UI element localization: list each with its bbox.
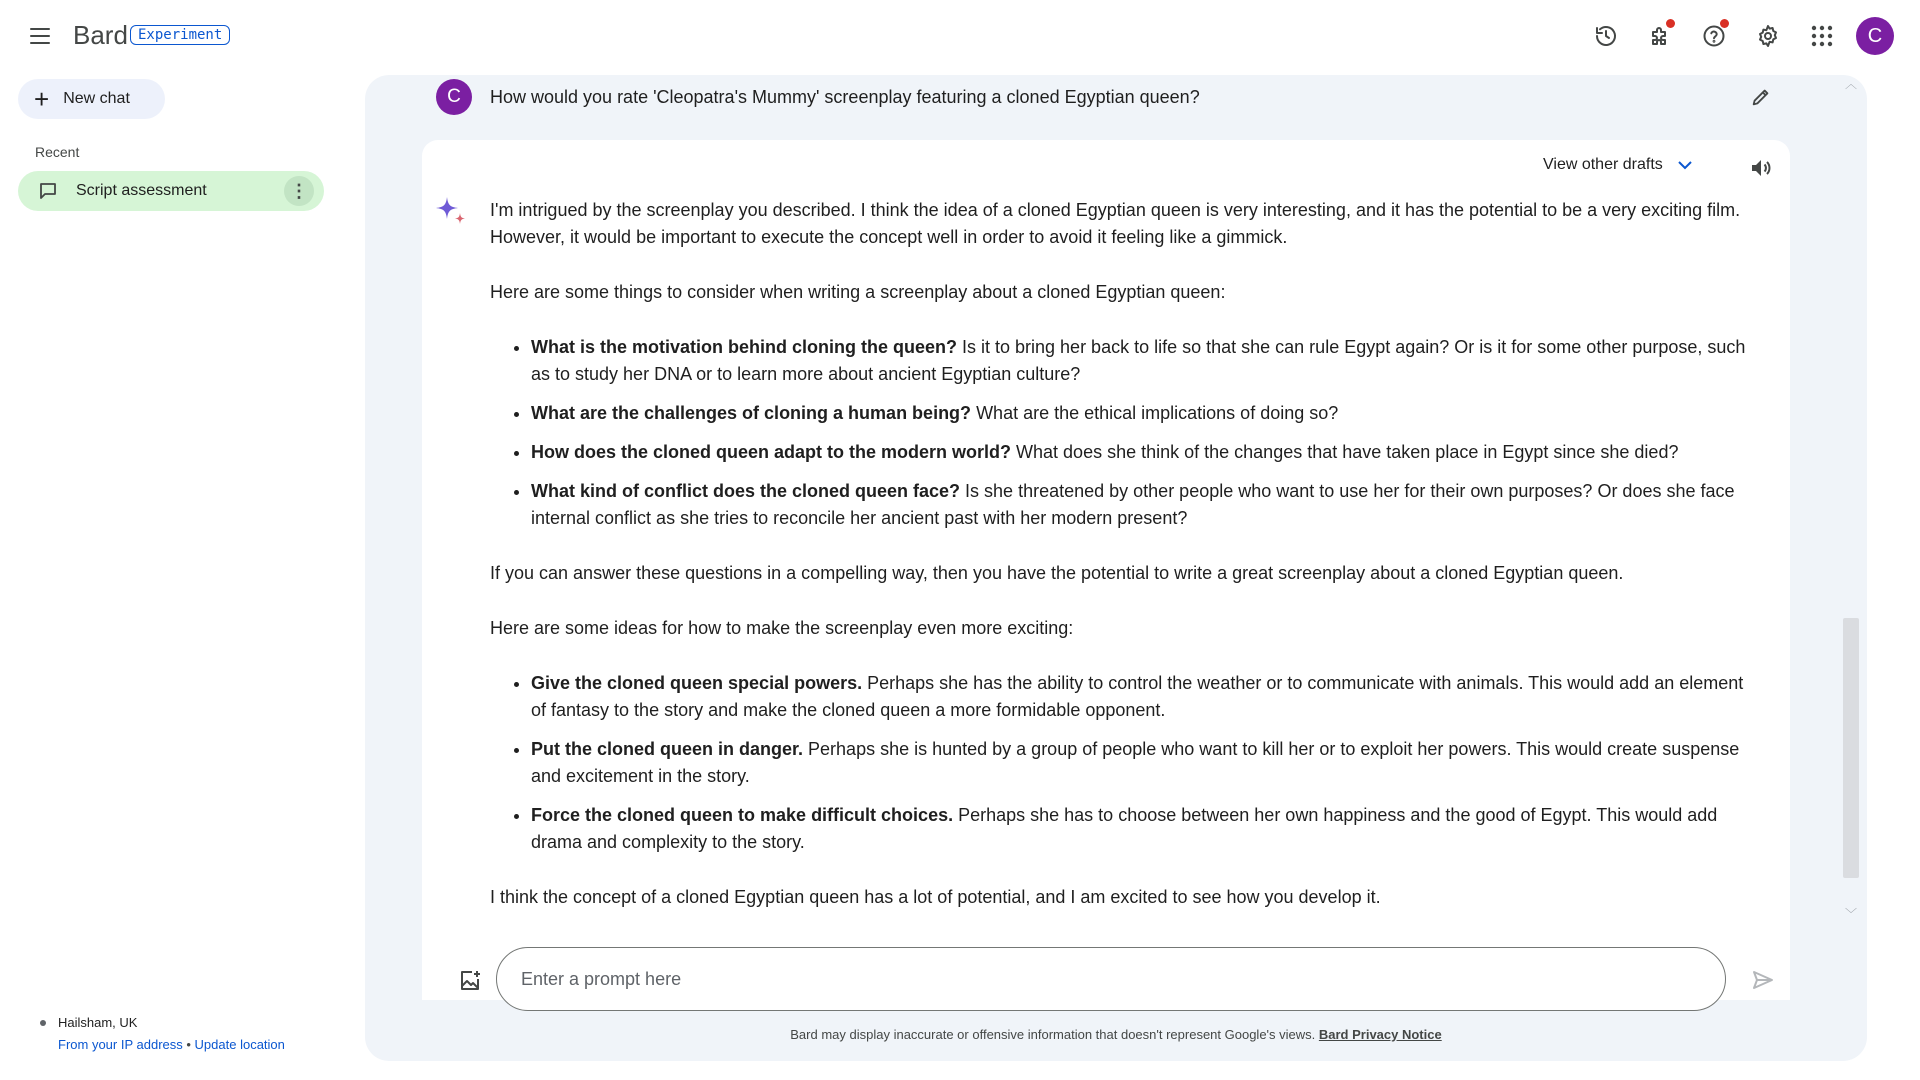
list-item: • What kind of conflict does the cloned queen face? Is she threatened by other people who want to use her for their own purposes? Or does she face internal conflict as she tries to reconcile her ancient past with her modern present? — [531, 478, 1750, 532]
settings-button[interactable] — [1746, 14, 1790, 58]
chat-panel — [365, 75, 1867, 1061]
chevron-down-icon — [1677, 160, 1693, 170]
speaker-icon — [1749, 156, 1773, 180]
location-dot-icon — [40, 1020, 46, 1026]
apps-grid-icon — [1811, 25, 1833, 47]
main-menu-button[interactable] — [22, 20, 58, 52]
considerations-list — [490, 334, 1750, 532]
add-image-icon — [458, 969, 482, 993]
experiment-badge: Experiment — [130, 25, 230, 45]
considerations-heading: Here are some things to consider when writing a screenplay about a cloned Egyptian queen: — [490, 282, 1226, 302]
send-icon — [1751, 968, 1775, 992]
update-location-link[interactable]: Update location — [194, 1037, 285, 1052]
location-links — [58, 1037, 285, 1052]
notification-dot — [1666, 19, 1675, 28]
list-item: • Force the cloned queen to make difficult choices. Perhaps she has to choose between her own happiness and the good of Egypt. This would add drama and complexity to the story. — [531, 802, 1750, 856]
plus-icon: + — [34, 84, 50, 114]
list-item: • What is the motivation behind cloning the queen? Is it to bring her back to life so that she can rule Egypt again? Or is it for some other purpose, such as to study her DNA or to learn more about ancient Egyptian culture? — [531, 334, 1750, 388]
bard-sparkle-icon — [434, 195, 468, 229]
hamburger-icon — [30, 28, 50, 30]
footer-disclaimer: Bard may display inaccurate or offensive information that doesn't represent Google's views. Bard Privacy Notice — [790, 1027, 1442, 1042]
recent-chat-label: Script assessment — [76, 182, 207, 199]
privacy-notice-link[interactable]: Bard Privacy Notice — [1318, 1027, 1442, 1042]
scrollbar-thumb[interactable] — [1843, 618, 1859, 878]
history-icon — [1594, 24, 1618, 48]
ip-address-link[interactable]: From your IP address — [58, 1037, 183, 1052]
response-middle: If you can answer these questions in a compelling way, then you have the potential to write a great screenplay about a cloned Egyptian queen. — [490, 563, 1624, 583]
scroll-down-icon[interactable]: ﹀ — [1845, 907, 1858, 921]
ideas-list — [490, 670, 1750, 856]
response-card — [422, 140, 1790, 1000]
view-other-drafts-button[interactable] — [1543, 156, 1693, 174]
upload-image-button[interactable] — [452, 963, 488, 999]
pencil-icon — [1750, 86, 1772, 108]
recent-heading: Recent — [35, 144, 80, 160]
response-intro: I'm intrigued by the screenplay you described. I think the idea of a cloned Egyptian queen is very interesting, and it has the potential to be a very exciting film. However, it would be important to execute the concept well in order to avoid it feeling like a gimmick. — [490, 200, 1741, 247]
location-place: Hailsham, UK — [40, 1015, 137, 1030]
chat-bubble-icon — [38, 181, 58, 201]
history-button[interactable] — [1584, 14, 1628, 58]
ideas-heading: Here are some ideas for how to make the screenplay even more exciting: — [490, 618, 1074, 638]
list-item: • Give the cloned queen special powers. Perhaps she has the ability to control the weather or to communicate with animals. This would add an element of fantasy to the story and make the cloned queen a more formidable opponent. — [531, 670, 1750, 724]
response-closing: I think the concept of a cloned Egyptian queen has a lot of potential, and I am excited to see how you develop it. — [490, 887, 1381, 907]
more-options-icon[interactable]: ⋮ — [284, 176, 314, 206]
top-bar — [0, 0, 1920, 72]
scrollbar[interactable] — [1843, 75, 1859, 975]
list-item: • How does the cloned queen adapt to the modern world? What does she think of the changes that have taken place in Egypt since she died? — [531, 439, 1750, 466]
scroll-up-icon[interactable]: ︿ — [1845, 77, 1858, 91]
location-separator: • — [182, 1037, 195, 1052]
header-actions — [1574, 14, 1894, 58]
settings-icon — [1756, 24, 1780, 48]
list-item: • What are the challenges of cloning a human being? What are the ethical implications of doing so? — [531, 400, 1750, 427]
prompt-input[interactable] — [496, 947, 1726, 1011]
help-button[interactable] — [1692, 14, 1736, 58]
send-button[interactable] — [1745, 962, 1781, 998]
new-chat-button[interactable] — [18, 79, 165, 119]
user-question: How would you rate 'Cleopatra's Mummy' screenplay featuring a cloned Egyptian queen? — [490, 87, 1200, 107]
app-title: Bard — [73, 20, 128, 50]
apps-button[interactable] — [1800, 14, 1844, 58]
account-avatar[interactable]: C — [1856, 17, 1894, 55]
response-text — [490, 197, 1750, 939]
user-avatar: C — [436, 79, 472, 115]
recent-chat-item[interactable] — [18, 171, 324, 211]
view-drafts-label: View other drafts — [1543, 156, 1663, 173]
read-aloud-button[interactable] — [1741, 148, 1781, 188]
notification-dot — [1720, 19, 1729, 28]
edit-prompt-button[interactable] — [1743, 79, 1779, 115]
extensions-button[interactable] — [1638, 14, 1682, 58]
list-item: • Put the cloned queen in danger. Perhaps she is hunted by a group of people who want to kill her or to exploit her powers. This would create suspense and excitement in the story. — [531, 736, 1750, 790]
new-chat-label: New chat — [63, 90, 130, 107]
